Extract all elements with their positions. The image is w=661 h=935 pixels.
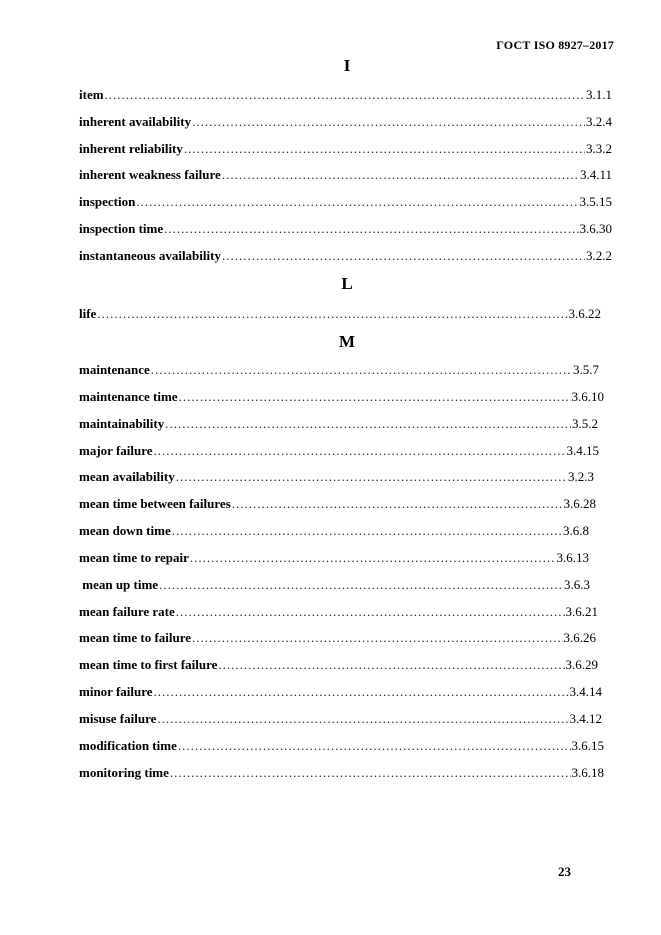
index-ref: 3.1.1 bbox=[586, 87, 612, 102]
index-entry bbox=[79, 221, 612, 237]
dot-leader bbox=[172, 523, 562, 539]
index-entry bbox=[79, 577, 590, 593]
index-term: minor failure bbox=[79, 684, 153, 699]
index-entry bbox=[79, 416, 598, 432]
index-ref: 3.6.15 bbox=[571, 738, 604, 753]
document-header: ГОСТ ISO 8927–2017 bbox=[496, 38, 614, 52]
index-ref: 3.4.12 bbox=[569, 711, 602, 726]
section-letter-m: M bbox=[338, 332, 356, 351]
index-term: mean time between failures bbox=[79, 496, 231, 511]
page-number: 23 bbox=[558, 864, 571, 879]
index-term: instantaneous availability bbox=[79, 248, 221, 263]
index-term: monitoring time bbox=[79, 765, 169, 780]
index-term: item bbox=[79, 87, 104, 102]
index-ref: 3.6.13 bbox=[556, 550, 589, 565]
index-term: inherent availability bbox=[79, 114, 192, 129]
index-entry bbox=[79, 657, 598, 673]
index-ref: 3.2.3 bbox=[568, 469, 594, 484]
index-entry bbox=[79, 738, 604, 754]
index-term: mean time to failure bbox=[79, 630, 192, 645]
index-entry bbox=[79, 469, 594, 485]
index-entry bbox=[79, 443, 599, 459]
dot-leader bbox=[105, 87, 585, 103]
index-term: mean time to repair bbox=[79, 550, 189, 565]
index-ref: 3.4.11 bbox=[579, 167, 612, 182]
dot-leader bbox=[170, 765, 571, 781]
index-entry bbox=[79, 604, 598, 620]
dot-leader bbox=[222, 248, 585, 264]
dot-leader bbox=[176, 604, 565, 620]
index-ref: 3.6.21 bbox=[565, 604, 598, 619]
index-ref: 3.5.2 bbox=[572, 416, 598, 431]
dot-leader bbox=[176, 469, 567, 485]
index-term: mean availability bbox=[79, 469, 175, 484]
dot-leader bbox=[154, 684, 569, 700]
index-term: inspection time bbox=[79, 221, 164, 236]
section-letter-i: I bbox=[343, 56, 351, 75]
index-term: mean down time bbox=[79, 523, 171, 538]
index-entry bbox=[79, 141, 612, 157]
dot-leader bbox=[184, 141, 585, 157]
dot-leader bbox=[179, 389, 571, 405]
dot-leader bbox=[192, 630, 562, 646]
index-ref: 3.5.7 bbox=[573, 362, 599, 377]
index-term: mean time to first failure bbox=[79, 657, 218, 672]
index-ref: 3.6.18 bbox=[571, 765, 604, 780]
index-ref: 3.4.14 bbox=[569, 684, 602, 699]
index-entry bbox=[79, 167, 612, 183]
dot-leader bbox=[151, 362, 572, 378]
index-entry bbox=[79, 194, 612, 210]
dot-leader bbox=[178, 738, 571, 754]
index-ref: 3.6.26 bbox=[563, 630, 596, 645]
index-term: mean failure rate bbox=[79, 604, 175, 619]
section-letter-l: L bbox=[341, 274, 353, 293]
index-term: inspection bbox=[79, 194, 136, 209]
dot-leader bbox=[165, 416, 571, 432]
dot-leader bbox=[159, 577, 563, 593]
index-ref: 3.2.4 bbox=[586, 114, 612, 129]
index-entry bbox=[79, 765, 604, 781]
index-entry bbox=[79, 550, 589, 566]
index-term: modification time bbox=[79, 738, 177, 753]
dot-leader bbox=[190, 550, 556, 566]
index-term: maintenance time bbox=[79, 389, 178, 404]
index-term: mean up time bbox=[79, 577, 159, 592]
index-ref: 3.5.15 bbox=[579, 194, 612, 209]
dot-leader bbox=[136, 194, 578, 210]
index-ref: 3.4.15 bbox=[566, 443, 599, 458]
index-term: maintenance bbox=[79, 362, 150, 377]
index-term: inherent weakness failure bbox=[79, 167, 221, 182]
index-entry bbox=[79, 114, 612, 130]
index-entry bbox=[79, 496, 596, 512]
dot-leader bbox=[164, 221, 578, 237]
index-term: inherent reliability bbox=[79, 141, 183, 156]
dot-leader bbox=[157, 711, 568, 727]
index-ref: 3.6.30 bbox=[579, 221, 612, 236]
index-ref: 3.6.8 bbox=[563, 523, 589, 538]
index-entry bbox=[79, 362, 599, 378]
dot-leader bbox=[154, 443, 566, 459]
dot-leader bbox=[192, 114, 585, 130]
index-ref: 3.6.29 bbox=[565, 657, 598, 672]
index-ref: 3.6.10 bbox=[571, 389, 604, 404]
index-ref: 3.3.2 bbox=[586, 141, 612, 156]
index-ref: 3.6.22 bbox=[568, 306, 601, 321]
dot-leader bbox=[232, 496, 563, 512]
index-entry bbox=[79, 248, 612, 264]
index-entry bbox=[79, 523, 589, 539]
index-ref: 3.6.3 bbox=[564, 577, 590, 592]
index-term: major failure bbox=[79, 443, 153, 458]
index-entry bbox=[79, 684, 602, 700]
index-ref: 3.2.2 bbox=[586, 248, 612, 263]
index-term: maintainability bbox=[79, 416, 165, 431]
dot-leader bbox=[222, 167, 579, 183]
index-entry bbox=[79, 711, 602, 727]
index-term: misuse failure bbox=[79, 711, 157, 726]
index-entry bbox=[79, 87, 612, 103]
index-entry bbox=[79, 389, 604, 405]
index-entry bbox=[79, 630, 596, 646]
dot-leader bbox=[218, 657, 564, 673]
index-entry bbox=[79, 306, 601, 322]
index-term: life bbox=[79, 306, 97, 321]
index-ref: 3.6.28 bbox=[563, 496, 596, 511]
dot-leader bbox=[97, 306, 567, 322]
